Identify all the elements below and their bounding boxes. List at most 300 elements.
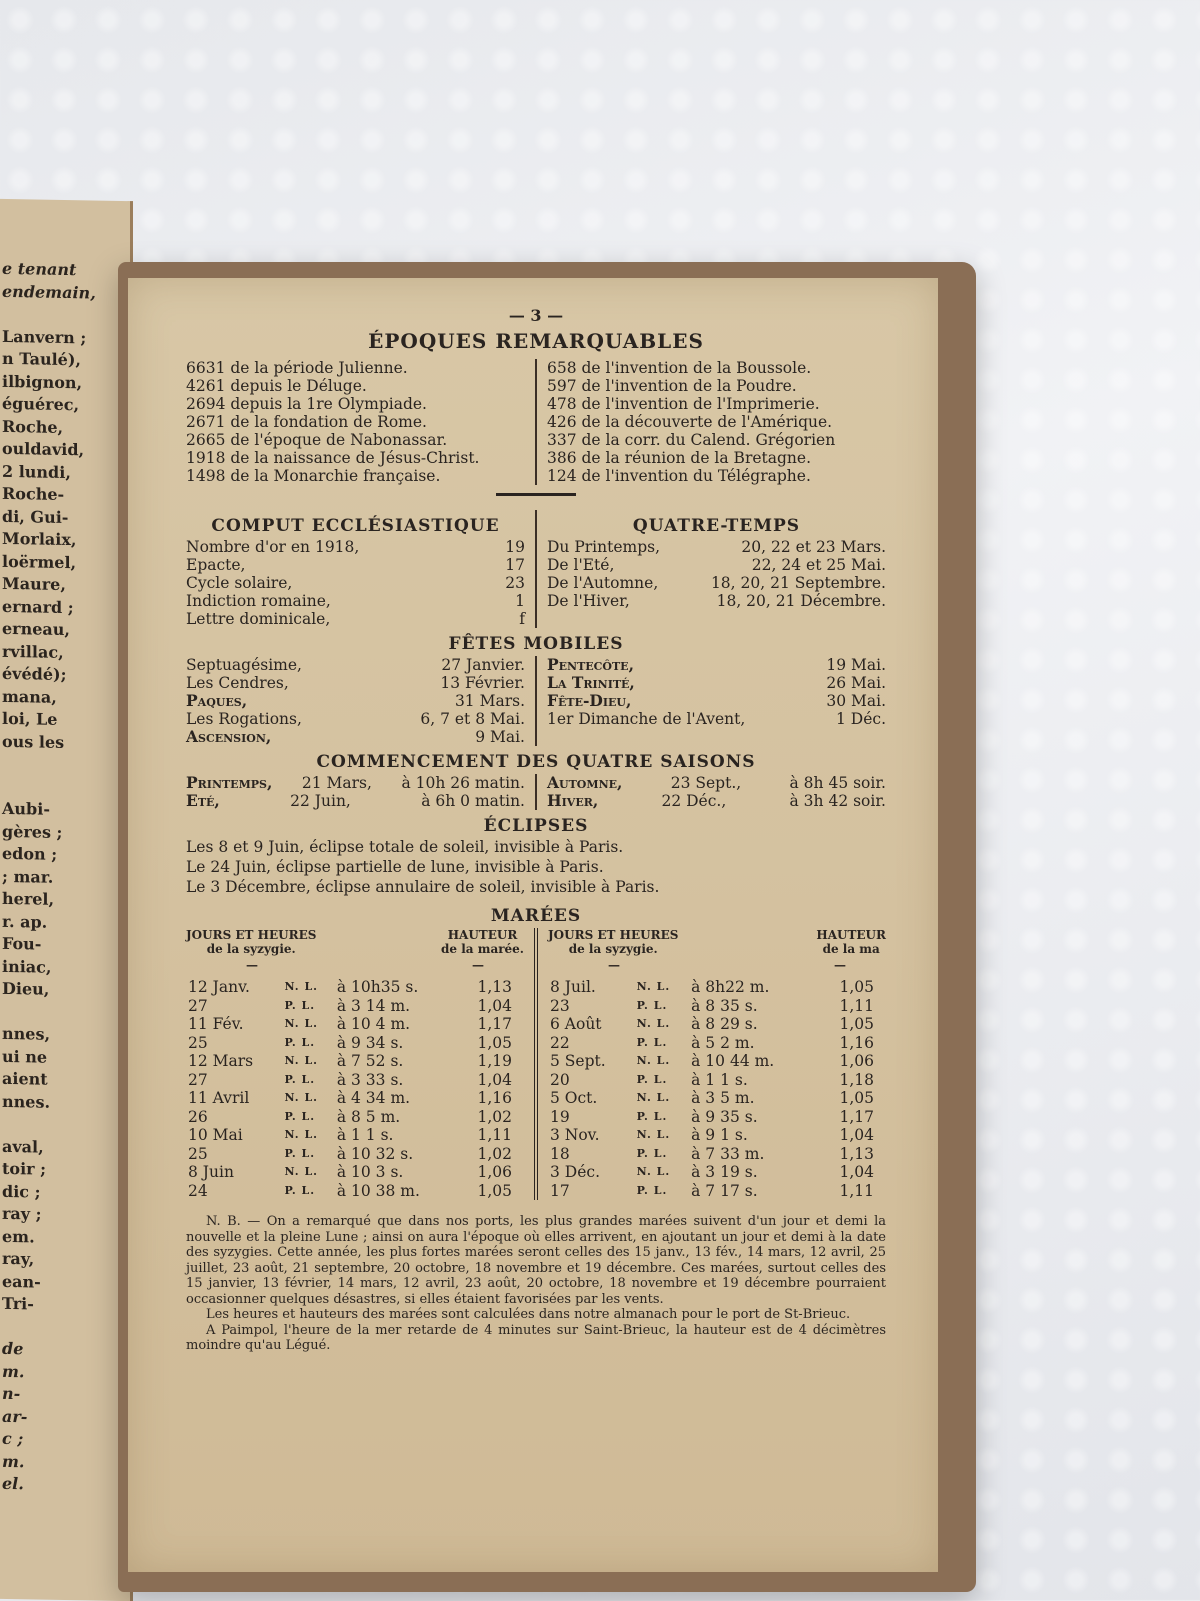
divider-rule [496,493,576,496]
quatre-temps-dates: 18, 20, 21 Septembre. [710,574,886,592]
page-number: — 3 — [508,306,564,325]
comput-column [186,510,537,628]
tide-time: à 7 52 s. [336,1052,404,1070]
left-page-fragment: c ; [2,1428,24,1449]
fete-row [547,710,886,728]
tide-time: à 7 17 s. [691,1181,758,1200]
eclipse-line: Les 8 et 9 Juin, éclipse totale de soleil, invisible à Paris. [186,838,624,856]
tide-row [548,1052,886,1071]
left-page-fragment: Roche- [2,483,65,504]
quatre-temps-row [547,574,886,592]
tide-height: 1,05 [839,1089,874,1107]
epoques-table [186,359,886,485]
left-page-fragment: m. [2,1451,25,1471]
fete-row [186,674,525,692]
quatre-temps-dates: 22, 24 et 25 Mai. [751,556,886,574]
left-page-fragment: em. [2,1226,35,1246]
saison-row [547,774,886,792]
epoque-line: 6631 de la période Julienne. [186,359,408,377]
tide-date: 22 [550,1033,570,1052]
left-page-fragment: de [2,1338,24,1359]
epoque-line: 597 de l'invention de la Poudre. [547,377,797,395]
tide-time: à 10 44 m. [691,1052,775,1070]
comput-label: Lettre dominicale, [186,610,331,628]
tide-time: à 1 1 s. [691,1070,748,1089]
tide-phase: P. L. [284,1035,316,1049]
tide-date: 3 Nov. [550,1126,600,1144]
fete-row [186,728,525,746]
tide-date: 19 [550,1107,570,1126]
fete-label: Paques, [186,691,248,710]
tide-height: 1,11 [839,1181,874,1200]
nota-bene [186,1214,886,1354]
tide-height: 1,11 [839,996,874,1015]
fete-label: Septuagésime, [186,656,302,674]
comput-title: COMPUT ECCLÉSIASTIQUE [211,516,500,536]
epoque-line: 1918 de la naissance de Jésus-Christ. [186,449,480,467]
tide-date: 23 [550,996,570,1015]
tide-height: 1,16 [477,1089,512,1107]
tide-height: 1,02 [477,1144,512,1163]
left-page-fragment: éguérec, [2,393,80,415]
tide-height: 1,05 [839,978,874,996]
tide-time: à 5 2 m. [691,1033,755,1052]
saison-time: à 6h 0 matin. [421,792,525,810]
left-page-fragment: ilbignon, [2,371,83,392]
tide-height: 1,13 [839,1144,874,1163]
epoque-line: 658 de l'invention de la Boussole. [547,359,812,377]
left-page-edge [0,199,133,1601]
tide-row [186,978,524,997]
tide-date: 24 [188,1181,208,1200]
tide-phase: N. L. [636,1091,671,1104]
tide-date: 20 [550,1070,570,1089]
saisons-table [186,774,886,810]
tide-date: 17 [550,1181,570,1200]
left-page-fragment: edon ; [2,843,58,864]
tide-time: à 10 38 m. [336,1181,420,1200]
left-page-fragment: ray ; [2,1203,42,1224]
tide-date: 6 Août [550,1015,602,1033]
tide-phase: P. L. [284,998,316,1012]
tide-time: à 9 1 s. [691,1126,748,1144]
saison-name: Eté, [186,791,220,810]
saison-name: Printemps, [186,773,273,792]
left-page-fragment: loi, Le [2,708,58,729]
quatre-temps-title: QUATRE-TEMPS [632,516,801,536]
fete-row [186,656,525,674]
left-page-fragment: ous les [2,731,65,752]
tide-time: à 10h35 s. [336,978,419,996]
comput-row [186,592,525,610]
nb-paragraph-2: Les heures et hauteurs des marées sont calculées dans notre almanach pour le port de St-Brieuc. [206,1307,851,1322]
tide-time: à 8h22 m. [691,978,770,996]
tide-phase: N. L. [284,1165,319,1178]
comput-row [186,610,525,628]
tide-phase: N. L. [284,1091,319,1104]
epoque-line: 478 de l'invention de l'Imprimerie. [547,395,820,413]
tide-row [548,1089,886,1108]
saison-row [186,792,525,810]
fetes-table [186,656,886,746]
comput-row [186,538,525,556]
tide-row [548,1182,886,1201]
tide-phase: N. L. [636,1165,671,1178]
tide-phase: P. L. [284,1072,316,1086]
tide-phase: P. L. [636,1183,668,1197]
tide-phase: N. L. [284,1128,319,1141]
tide-row [548,978,886,997]
tide-row [186,1015,524,1034]
quatre-temps-row [547,592,886,610]
saison-time: à 10h 26 matin. [401,774,525,792]
tide-date: 5 Sept. [550,1052,606,1070]
epoque-line: 337 de la corr. du Calend. Grégorien [547,431,836,449]
saison-date: 22 Juin, [290,792,351,810]
left-page-fragment: Lanvern ; [2,326,87,347]
tide-time: à 8 5 m. [336,1107,401,1126]
epoque-line: 2665 de l'époque de Nabonassar. [186,431,448,449]
left-page-fragment: toir ; [2,1158,47,1179]
tide-row [548,1071,886,1090]
quatre-temps-label: De l'Eté, [547,556,615,574]
tide-height: 1,04 [839,1163,874,1181]
comput-label: Epacte, [186,556,246,574]
tide-height: 1,04 [839,1126,874,1144]
tide-height: 1,04 [477,996,512,1015]
tide-date: 27 [188,1070,208,1089]
left-page-fragment: r. ap. [2,911,48,932]
tide-row [186,997,524,1016]
tide-height: 1,06 [477,1163,512,1181]
left-page-fragment: ; mar. [2,866,54,887]
left-page-fragment: ray, [2,1248,35,1269]
left-page-fragment: rvillac, [2,641,64,662]
tides-head-syzygie: de la syzygie. [568,942,658,956]
marees-table [186,928,886,1200]
left-page-fragment: ui ne [2,1046,48,1067]
saison-name: Hiver, [547,791,599,810]
fete-date: 30 Mai. [826,692,886,710]
quatre-temps-label: De l'Hiver, [547,592,630,610]
tide-phase: P. L. [636,1146,668,1160]
fete-label: 1er Dimanche de l'Avent, [547,710,746,728]
comput-row [186,556,525,574]
saison-time: à 3h 42 soir. [789,792,886,810]
tide-phase: P. L. [284,1183,316,1197]
tide-height: 1,13 [477,978,512,996]
saison-date: 23 Sept., [670,774,742,792]
tide-row [186,1163,524,1182]
tides-dash: — [246,958,258,972]
quatre-temps-column [537,510,886,628]
epoque-line: 386 de la réunion de la Bretagne. [547,449,811,467]
eclipse-line: Le 24 Juin, éclipse partielle de lune, invisible à Paris. [186,858,604,876]
left-page-fragment: dic ; [2,1181,41,1202]
epoques-left-column [186,359,537,485]
left-page-fragment: herel, [2,888,55,909]
left-page-fragment: Morlaix, [2,528,77,550]
tides-head-maree: de la marée. [441,942,524,956]
left-page-fragment: n- [2,1383,21,1404]
tide-row [548,1145,886,1164]
tide-row [186,1126,524,1145]
left-page-fragment: di, Gui- [2,506,69,527]
fete-date: 31 Mars. [454,692,525,710]
tide-height: 1,11 [477,1126,512,1144]
eclipses-list [186,838,886,896]
comput-quatre-temps [186,510,886,628]
tide-row [186,1145,524,1164]
tide-height: 1,02 [477,1107,512,1126]
comput-value: f [519,610,525,628]
epoque-line: 4261 depuis le Déluge. [186,377,367,395]
tide-date: 25 [188,1033,208,1052]
left-page-fragment: nnes, [2,1023,51,1044]
tide-row [548,1108,886,1127]
fete-label: Pentecôte, [547,655,634,674]
saison-date: 22 Déc., [661,792,727,810]
eclipse-line: Le 3 Décembre, éclipse annulaire de soleil, invisible à Paris. [186,878,660,896]
tide-time: à 3 5 m. [691,1089,755,1107]
tide-row [186,1182,524,1201]
tide-date: 3 Déc. [550,1163,600,1181]
fetes-right-column [537,656,886,746]
tide-row [186,1071,524,1090]
left-page-fragment: Tri- [2,1293,34,1314]
marees-title: MARÉES [490,906,582,926]
tides-head-jours: JOURS ET HEURES [186,928,317,942]
tides-left-table [186,978,524,1200]
tide-height: 1,05 [477,1181,512,1200]
tide-height: 1,05 [839,1015,874,1033]
saisons-right-column [537,774,886,810]
tide-time: à 8 29 s. [691,1015,758,1033]
tide-time: à 9 35 s. [691,1107,758,1126]
tide-time: à 3 14 m. [336,996,411,1015]
left-page-fragment: erneau, [2,618,70,640]
fete-date: 6, 7 et 8 Mai. [420,710,525,728]
saison-date: 21 Mars, [301,774,372,792]
tide-date: 10 Mai [188,1126,243,1144]
left-page-fragment: Maure, [2,573,66,594]
tide-row [548,1015,886,1034]
tide-date: 27 [188,996,208,1015]
saison-name: Automne, [547,773,623,792]
saison-row [547,792,886,810]
comput-value: 23 [505,574,525,592]
quatre-temps-row [547,556,886,574]
tide-row [186,1034,524,1053]
tide-row [186,1052,524,1071]
fete-date: 27 Janvier. [441,656,525,674]
comput-value: 1 [515,592,525,610]
left-page-fragment: ean- [2,1271,41,1292]
tide-phase: P. L. [284,1146,316,1160]
fete-date: 19 Mai. [826,656,886,674]
tide-time: à 4 34 m. [336,1089,411,1107]
quatre-temps-dates: 18, 20, 21 Décembre. [716,592,886,610]
tide-date: 8 Juin [188,1163,234,1181]
tide-time: à 10 3 s. [336,1163,404,1181]
epoque-line: 1498 de la Monarchie française. [186,467,441,485]
fete-row [547,656,886,674]
tide-height: 1,18 [839,1070,874,1089]
tide-phase: N. L. [636,1054,671,1067]
tide-height: 1,06 [839,1052,874,1070]
left-page-fragment: ar- [2,1406,28,1426]
fete-label: Fête-Dieu, [547,691,632,710]
epoque-line: 2694 depuis la 1re Olympiade. [186,395,427,413]
tide-date: 18 [550,1144,570,1163]
fete-row [547,674,886,692]
tide-row [548,1163,886,1182]
left-page-fragment: Aubi- [2,798,50,819]
tide-date: 8 Juil. [550,978,596,996]
left-page-fragment: n Taulé), [2,348,81,370]
left-page-fragment: gères ; [2,821,63,842]
tide-date: 12 Mars [188,1052,254,1070]
left-page-fragment: Roche, [2,416,64,437]
tide-height: 1,16 [839,1033,874,1052]
tides-head-jours: JOURS ET HEURES [548,928,679,942]
saisons-title: COMMENCEMENT DES QUATRE SAISONS [316,752,756,772]
tide-time: à 3 33 s. [336,1070,404,1089]
tide-phase: P. L. [636,998,668,1012]
tide-row [548,997,886,1016]
left-page-fragment: el. [2,1473,24,1494]
fete-date: 9 Mai. [475,728,525,746]
tide-row [186,1108,524,1127]
left-page-fragment: nnes. [2,1091,51,1112]
tide-phase: N. L. [284,1017,319,1030]
left-page-fragment: aient [2,1068,48,1089]
left-page-fragment: mana, [2,686,57,707]
tide-phase: P. L. [284,1109,316,1123]
epoques-title: ÉPOQUES REMARQUABLES [368,329,704,353]
nb-paragraph-1: N. B. — On a remarqué que dans nos ports, les plus grandes marées suivent d'un jour et demi la nouvelle et la pleine Lune ; ainsi on aura l'époque où elles arrivent, en ajoutant un jour et demi à la date des syzygies. Cette année, les plus fortes marées seront celles des 15 janv., 13 fév., 14 mars, 12 avril, 25 juillet, 23 août, 21 septembre, 20 octobre, 18 novembre et 19 décembre. Ces marées, surtout celles des 15 janvier, 13 février, 14 mars, 12 avril, 23 août, 20 octobre, 18 novembre et 19 décembre pourraient occasionner quelques désastres, si elles étaient favorisées par les vents. [186,1214,886,1307]
left-page-fragment: 2 lundi, [2,461,71,482]
tide-date: 11 Fév. [188,1015,244,1033]
tide-height: 1,17 [839,1107,874,1126]
tides-dash: — [472,958,484,972]
tide-height: 1,05 [477,1033,512,1052]
tides-head-hauteur: HAUTEUR [447,928,518,942]
comput-label: Cycle solaire, [186,574,293,592]
epoque-line: 2671 de la fondation de Rome. [186,413,427,431]
left-page-fragment: iniac, [2,956,52,977]
left-page-fragment: Dieu, [2,978,50,999]
eclipses-title: ÉCLIPSES [483,816,589,836]
comput-label: Nombre d'or en 1918, [186,538,360,556]
tide-phase: P. L. [636,1109,668,1123]
tides-dash: — [834,958,846,972]
fete-row [186,710,525,728]
tide-time: à 1 1 s. [336,1126,394,1144]
tide-phase: P. L. [636,1072,668,1086]
tide-time: à 10 32 s. [336,1144,414,1163]
tide-phase: P. L. [636,1035,668,1049]
tide-date: 11 Avril [188,1089,250,1107]
left-page-fragment: ouldavid, [2,438,85,460]
saisons-left-column [186,774,537,810]
fete-label: La Trinité, [547,673,635,692]
tides-head-maree-right: de la ma [822,942,880,956]
fetes-left-column [186,656,537,746]
comput-row [186,574,525,592]
saison-row [186,774,525,792]
tide-phase: N. L. [636,980,671,993]
left-page-fragment: Fou- [2,933,42,954]
fete-date: 26 Mai. [826,674,886,692]
quatre-temps-label: Du Printemps, [547,538,661,556]
fete-label: Les Cendres, [186,674,289,692]
tides-head-hauteur: HAUTEUR [816,928,886,942]
left-page-fragment: aval, [2,1136,44,1157]
tide-height: 1,19 [477,1052,512,1070]
left-page-fragment: loërmel, [2,551,77,572]
quatre-temps-label: De l'Automne, [547,574,659,592]
tide-row [548,1126,886,1145]
fetes-title: FÊTES MOBILES [448,634,624,654]
tide-height: 1,04 [477,1070,512,1089]
tide-time: à 7 33 m. [691,1144,765,1163]
quatre-temps-dates: 20, 22 et 23 Mars. [741,538,886,556]
nb-paragraph-3: A Paimpol, l'heure de la mer retarde de 4 minutes sur Saint-Brieuc, la hauteur est de 4 décimètres moindre qu'au Légué. [186,1322,886,1353]
comput-label: Indiction romaine, [186,592,331,610]
tide-time: à 3 19 s. [691,1163,758,1181]
tide-phase: N. L. [284,980,319,993]
tide-time: à 9 34 s. [336,1033,404,1052]
epoques-right-column [537,359,886,485]
saison-time: à 8h 45 soir. [789,774,886,792]
tide-date: 5 Oct. [550,1089,598,1107]
almanac-page [128,278,938,1572]
fete-label: Les Rogations, [186,710,302,728]
tide-phase: N. L. [284,1054,319,1067]
tide-row [186,1089,524,1108]
fete-date: 13 Février. [440,674,525,692]
tide-date: 12 Janv. [188,978,250,996]
left-page-fragment: m. [2,1361,25,1381]
tide-date: 26 [188,1107,208,1126]
tides-head-syzygie: de la syzygie. [206,942,296,956]
tides-right-table [548,978,886,1200]
tide-phase: N. L. [636,1128,671,1141]
fete-row [547,692,886,710]
tide-date: 25 [188,1144,208,1163]
fete-label: Ascension, [186,727,272,746]
left-page-fragment: endemain, [2,281,96,303]
tide-row [548,1034,886,1053]
quatre-temps-row [547,538,886,556]
left-page-fragment: évédé); [2,663,67,684]
tide-time: à 10 4 m. [336,1015,411,1033]
page-content [186,306,886,1354]
comput-value: 17 [505,556,525,574]
left-page-fragment: e tenant [2,258,77,280]
tide-phase: N. L. [636,1017,671,1030]
epoque-line: 124 de l'invention du Télégraphe. [547,467,811,485]
epoque-line: 426 de la découverte de l'Amérique. [547,413,833,431]
comput-value: 19 [505,538,525,556]
fete-date: 1 Déc. [836,710,886,728]
left-page-fragment: ernard ; [2,596,74,617]
tides-dash: — [608,958,620,972]
tide-time: à 8 35 s. [691,996,758,1015]
fete-row [186,692,525,710]
tide-height: 1,17 [477,1015,512,1033]
